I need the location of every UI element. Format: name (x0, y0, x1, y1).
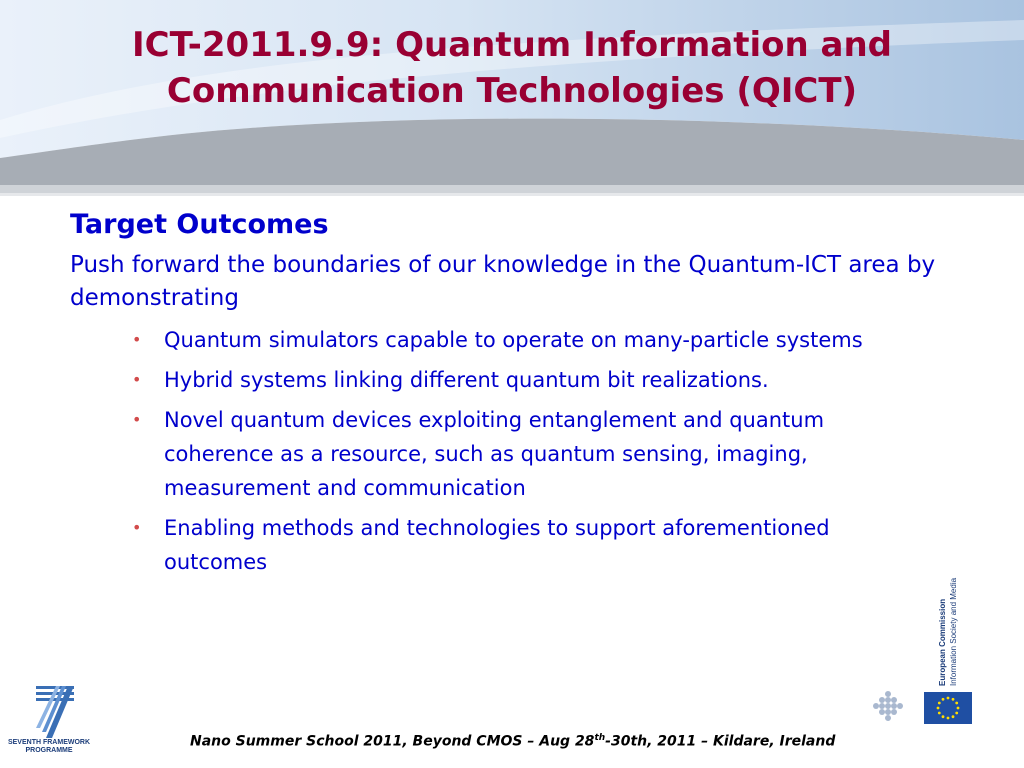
list-item (132, 511, 950, 579)
list-item (132, 323, 950, 357)
footer-sup: th (594, 733, 606, 743)
ec-line2: Information Society and Media (949, 577, 958, 686)
intro-paragraph: Push forward the boundaries of our knowledge in the Quantum-ICT area by demonstrating (70, 252, 936, 311)
ec-line1: European Commission (938, 598, 947, 686)
fp7-caption-line2: PROGRAMME (25, 747, 73, 754)
ec-wordmark (922, 554, 982, 688)
bullet-icon: • (132, 330, 142, 349)
dots-pattern-icon (868, 690, 908, 726)
list-item-text: Enabling methods and technologies to support aforementioned outcomes (164, 516, 830, 574)
footer-part1: Nano Summer School 2011, Beyond CMOS – Aug 28 (190, 733, 595, 750)
outcome-list (70, 323, 950, 579)
list-item (132, 363, 950, 397)
footer-caption (190, 733, 890, 750)
bullet-icon: • (132, 410, 142, 429)
list-item-text: Novel quantum devices exploiting entanglement and quantum coherence as a resource, such as quantum sensing, imaging, measurement and communication (164, 408, 825, 500)
list-item-text: Hybrid systems linking different quantum bit realizations. (164, 368, 769, 392)
footer-part2: -30th, 2011 – Kildare, Ireland (605, 733, 836, 750)
slide-title: ICT-2011.9.9: Quantum Information and Communication Technologies (QICT) (131, 25, 893, 111)
slide-body (70, 205, 950, 585)
list-item (132, 403, 950, 505)
bullet-icon: • (132, 518, 142, 537)
section-heading: Target Outcomes (70, 209, 329, 240)
fp7-caption (6, 739, 92, 755)
list-item-text: Quantum simulators capable to operate on many-particle systems (164, 328, 863, 352)
fp7-caption-line1: SEVENTH FRAMEWORK (7, 739, 91, 746)
bullet-icon: • (132, 370, 142, 389)
eu-flag-icon (924, 692, 972, 724)
